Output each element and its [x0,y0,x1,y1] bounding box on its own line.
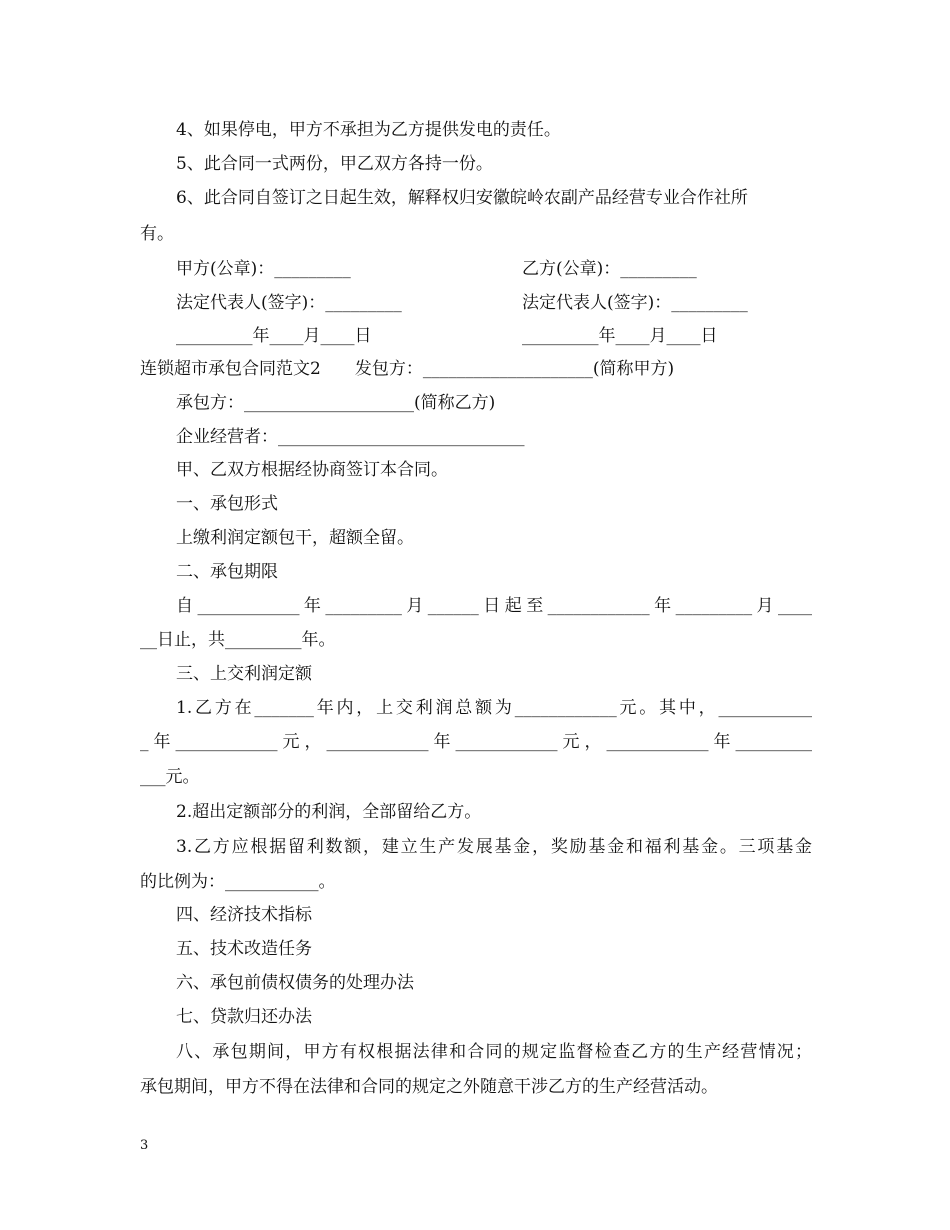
section-2-line2: __日止，共_________年。 [140,630,336,650]
section-5-heading: 五、技术改造任务 [176,939,312,959]
section-7-heading: 七、贷款归还办法 [176,1007,312,1027]
section-3-item3-line2: 的比例为：___________。 [140,872,336,892]
section-2-heading: 二、承包期限 [176,562,278,582]
section-8-line2: 承包期间，甲方不得在法律和合同的规定之外随意干涉乙方的生产经营活动。 [140,1077,718,1097]
document-title-contract-2: 连锁超市承包合同范文2 发包方：____________________(简称甲方) [140,359,675,379]
clause-6-line1: 6、此合同自签订之日起生效，解释权归安徽皖岭农副产品经营专业合作社所 [176,188,748,208]
section-1-body: 上缴利润定额包干，超额全留。 [176,528,414,548]
contractor-line: 承包方：____________________(简称乙方) [176,393,496,413]
section-6-heading: 六、承包前债权债务的处理办法 [176,973,414,993]
agreement-statement: 甲、乙双方根据经协商签订本合同。 [176,460,448,480]
section-3-item1-line1: 1.乙方在_______年内，上交利润总额为____________元。其中，___________ [176,698,812,718]
section-3-heading: 三、上交利润定额 [176,664,312,684]
section-2-line1: 自____________年_________月______日起至____________年_________月____ [176,596,812,616]
party-a-date: _________年____月____日 [176,326,372,346]
section-3-item1-line3: ___元。 [140,767,200,787]
section-3-item1-line2: _年____________元，____________年____________元，____________年_________ [140,732,812,752]
section-4-heading: 四、经济技术指标 [176,905,312,925]
party-b-seal: 乙方(公章)：_________ [522,259,697,279]
section-3-item2: 2.超出定额部分的利润，全部留给乙方。 [176,802,482,822]
clause-6-line2: 有。 [140,224,174,244]
page-number: 3 [140,1138,149,1153]
clause-4: 4、如果停电，甲方不承担为乙方提供发电的责任。 [176,120,561,140]
party-a-representative: 法定代表人(签字)：_________ [176,293,402,313]
operator-line: 企业经营者：_____________________________ [176,427,525,447]
section-3-item3-line1: 3.乙方应根据留利数额，建立生产发展基金，奖励基金和福利基金。三项基金 [176,837,812,857]
section-1-heading: 一、承包形式 [176,494,278,514]
party-b-date: _________年____月____日 [522,326,718,346]
party-a-seal: 甲方(公章)：_________ [176,259,351,279]
party-b-representative: 法定代表人(签字)：_________ [522,293,748,313]
clause-5: 5、此合同一式两份，甲乙双方各持一份。 [176,154,493,174]
section-8-line1: 八、承包期间，甲方有权根据法律和合同的规定监督检查乙方的生产经营情况； [176,1042,812,1062]
